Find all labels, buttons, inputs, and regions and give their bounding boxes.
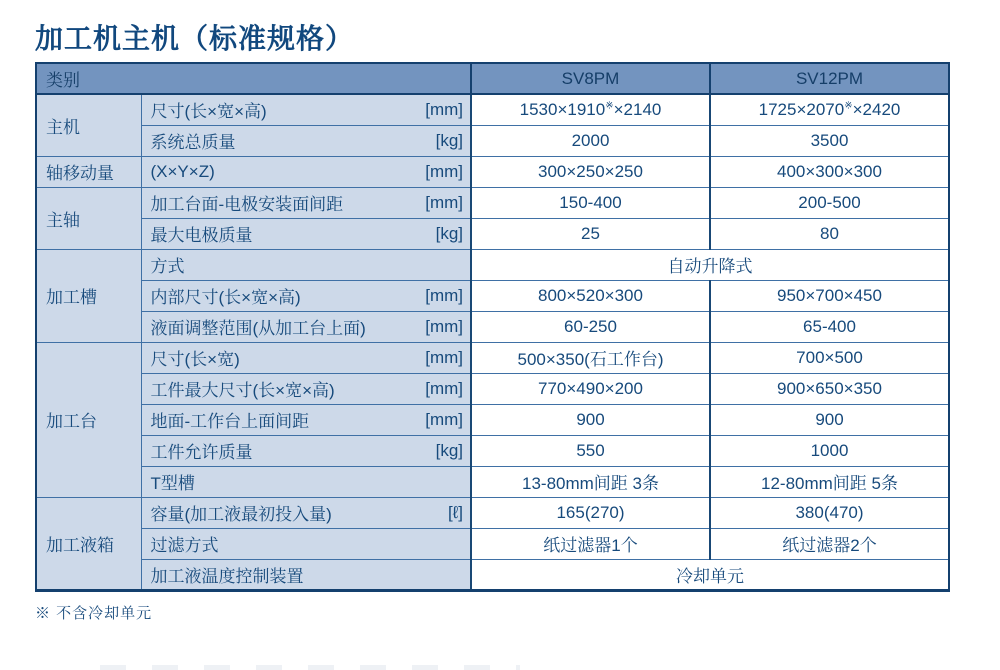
spec-label: T型槽 — [150, 474, 195, 493]
spec-label: 尺寸(长×宽×高) — [150, 102, 267, 122]
spec-value-sv12pm: 3500 — [710, 125, 949, 156]
spec-label-cell — [141, 559, 471, 590]
spec-unit: [mm] — [425, 378, 463, 398]
spec-label-row — [151, 283, 464, 308]
category-cell-work-tank: 加工槽 — [36, 249, 141, 342]
spec-value-both-models: 自动升降式 — [471, 249, 949, 280]
spec-label-cell — [141, 373, 471, 404]
spec-label: 工件最大尺寸(长×宽×高) — [150, 381, 335, 400]
spec-label-cell — [141, 94, 471, 125]
spec-label: 最大电极质量 — [150, 226, 253, 245]
spec-label-cell — [141, 404, 471, 435]
spec-label-row — [151, 221, 464, 246]
spec-label-cell — [141, 528, 471, 559]
column-header-sv8pm: SV8PM — [471, 63, 710, 94]
spec-label-cell — [141, 342, 471, 373]
spec-label-row — [151, 500, 464, 525]
spec-value-sv12pm: 1000 — [710, 435, 949, 466]
category-cell-main-machine: 主机 — [36, 94, 141, 156]
spec-label: 工件允许质量 — [150, 443, 253, 462]
spec-value-sv12pm: 900 — [710, 404, 949, 435]
spec-label-cell — [141, 218, 471, 249]
spec-label-cell — [141, 187, 471, 218]
spec-value-sv8pm: 550 — [471, 435, 710, 466]
spec-label-row — [151, 252, 464, 277]
table-row — [36, 94, 949, 125]
spec-label-row — [151, 469, 464, 494]
spec-value-sv8pm: 13-80mm间距 3条 — [471, 466, 710, 497]
spec-unit: [mm] — [425, 161, 463, 181]
table-row — [36, 373, 949, 404]
spec-label-row — [151, 407, 464, 432]
table-row — [36, 125, 949, 156]
spec-value-sv12pm: 12-80mm间距 5条 — [710, 466, 949, 497]
value-text: ×2420 — [852, 99, 901, 119]
spec-label-cell — [141, 125, 471, 156]
spec-label-row — [151, 562, 464, 587]
spec-value-sv8pm: 770×490×200 — [471, 373, 710, 404]
spec-unit: [mm] — [425, 316, 463, 336]
spec-label: 容量(加工液最初投入量) — [150, 505, 332, 524]
spec-unit: [mm] — [425, 409, 463, 429]
spec-label-cell — [141, 280, 471, 311]
table-header-row — [36, 63, 949, 94]
category-cell-work-table: 加工台 — [36, 342, 141, 497]
table-row — [36, 466, 949, 497]
footnote: ※ 不含冷却单元 — [35, 604, 153, 622]
spec-value-sv8pm: 800×520×300 — [471, 280, 710, 311]
spec-value-sv12pm: 700×500 — [710, 342, 949, 373]
spec-label-cell — [141, 311, 471, 342]
spec-unit: [kg] — [435, 223, 463, 243]
spec-value-both-models: 冷却单元 — [471, 559, 949, 590]
footnote-mark: ※ — [844, 100, 853, 112]
table-row — [36, 249, 949, 280]
spec-label: 内部尺寸(长×宽×高) — [150, 288, 301, 307]
spec-label-cell — [141, 497, 471, 528]
table-row — [36, 435, 949, 466]
table-row — [36, 218, 949, 249]
spec-value-sv8pm: 150-400 — [471, 187, 710, 218]
category-cell-spindle: 主轴 — [36, 187, 141, 249]
spec-label-row — [151, 438, 464, 463]
spec-label: 系统总质量 — [150, 133, 236, 152]
value-text: ×2140 — [613, 99, 662, 119]
category-cell-axis-travel: 轴移动量 — [36, 156, 141, 187]
spec-unit: [kg] — [435, 440, 463, 460]
spec-value-sv12pm: 纸过滤器2个 — [710, 528, 949, 559]
table-row — [36, 311, 949, 342]
spec-label-cell — [141, 156, 471, 187]
spec-label-row — [151, 97, 464, 122]
spec-label: 加工液温度控制装置 — [150, 566, 304, 586]
spec-label-cell — [141, 435, 471, 466]
spec-value-sv12pm: 80 — [710, 218, 949, 249]
spec-label-row — [151, 531, 464, 556]
cropped-text-fragments — [100, 665, 520, 670]
table-row — [36, 528, 949, 559]
value-text: 1725×2070 — [758, 99, 845, 119]
spec-label-row — [151, 162, 464, 182]
spec-value-sv8pm: 165(270) — [471, 497, 710, 528]
spec-value-sv12pm: 400×300×300 — [710, 156, 949, 187]
spec-label: 方式 — [150, 257, 185, 276]
spec-value-sv8pm: 纸过滤器1个 — [471, 528, 710, 559]
spec-value-sv8pm: 500×350(石工作台) — [471, 342, 710, 373]
table-row — [36, 497, 949, 528]
table-row — [36, 280, 949, 311]
spec-table — [35, 62, 950, 592]
column-header-sv12pm: SV12PM — [710, 63, 949, 94]
spec-label-row — [151, 190, 464, 215]
spec-label-row — [151, 376, 464, 401]
spec-unit: [mm] — [425, 285, 463, 305]
value-text: 1530×1910 — [519, 99, 606, 119]
spec-label: 地面-工作台上面间距 — [150, 412, 310, 431]
spec-label: 过滤方式 — [150, 536, 219, 555]
spec-value-sv8pm: 2000 — [471, 125, 710, 156]
spec-label: (X×Y×Z) — [150, 161, 215, 181]
spec-label: 加工台面-电极安装面间距 — [150, 195, 344, 214]
spec-value-sv12pm — [710, 94, 949, 125]
spec-value-sv8pm: 300×250×250 — [471, 156, 710, 187]
spec-unit: [ℓ] — [448, 502, 463, 522]
table-row — [36, 156, 949, 187]
spec-label-row — [151, 345, 464, 370]
table-row — [36, 342, 949, 373]
spec-value-sv12pm: 380(470) — [710, 497, 949, 528]
table-row — [36, 187, 949, 218]
spec-value-sv12pm: 65-400 — [710, 311, 949, 342]
footnote-mark: ※ — [605, 100, 614, 112]
spec-label-row — [151, 314, 464, 339]
table-row — [36, 559, 949, 590]
spec-value-sv12pm: 900×650×350 — [710, 373, 949, 404]
spec-unit: [kg] — [435, 130, 463, 150]
spec-unit: [mm] — [425, 347, 463, 367]
category-cell-fluid-tank: 加工液箱 — [36, 497, 141, 590]
spec-label-cell — [141, 249, 471, 280]
page-title: 加工机主机（标准规格） — [35, 23, 355, 54]
spec-value-sv8pm: 60-250 — [471, 311, 710, 342]
table-row — [36, 404, 949, 435]
column-header-category: 类别 — [36, 63, 471, 94]
spec-value-sv12pm: 950×700×450 — [710, 280, 949, 311]
spec-label: 液面调整范围(从加工台上面) — [150, 319, 366, 338]
spec-value-sv12pm: 200-500 — [710, 187, 949, 218]
spec-value-sv8pm: 900 — [471, 404, 710, 435]
spec-unit: [mm] — [425, 99, 463, 119]
spec-value-sv8pm — [471, 94, 710, 125]
spec-unit: [mm] — [425, 192, 463, 212]
spec-label-cell — [141, 466, 471, 497]
spec-label: 尺寸(长×宽) — [150, 350, 240, 369]
spec-label-row — [151, 128, 464, 153]
spec-value-sv8pm: 25 — [471, 218, 710, 249]
